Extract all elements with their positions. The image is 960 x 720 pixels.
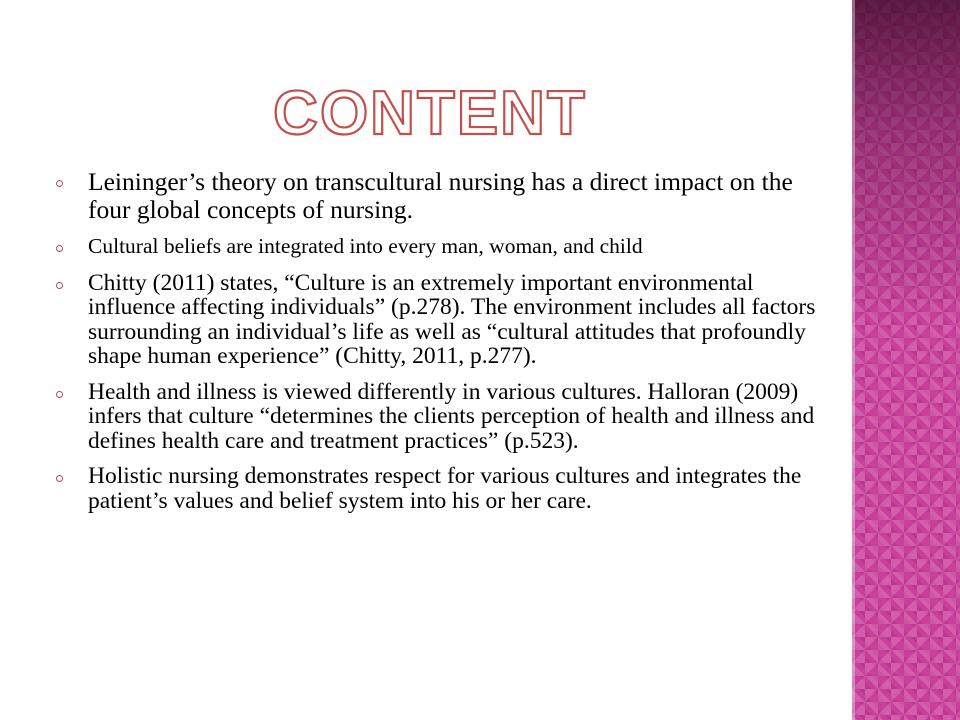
- bullet-circle-icon: [56, 282, 63, 289]
- bullet-circle-icon: [56, 245, 63, 252]
- slide-title: [230, 72, 630, 152]
- slide-title-text: [230, 72, 630, 152]
- side-panel-edge: [852, 0, 855, 720]
- bullet-list: [56, 168, 826, 524]
- bullet-circle-icon: [56, 180, 63, 187]
- bullet-circle-icon: [56, 391, 63, 398]
- decorative-side-panel: [852, 0, 960, 720]
- list-item: [56, 380, 826, 454]
- bullet-text: Holistic nursing demonstrates respect for various cultures and integrates the patient’s values and belief system into his or her care.: [88, 463, 802, 514]
- list-item: [56, 235, 826, 259]
- slide-title-glyphs: Content: [273, 79, 587, 148]
- bullet-text: Cultural beliefs are integrated into every man, woman, and child: [88, 234, 643, 258]
- bullet-circle-icon: [56, 475, 63, 482]
- bullet-text: Chitty (2011) states, “Culture is an extremely important environmental influence affecting individuals” (p.278). The environment includes all factors surrounding an individual’s life as well as “cultural attitudes that profoundly shape human experience” (Chitty, 2011, p.277).: [88, 269, 816, 369]
- list-item: [56, 271, 826, 369]
- bullet-text: Health and illness is viewed differently in various cultures. Halloran (2009) infers that culture “determines the clients perception of health and illness and defines health care and treatment practices” (p.523).: [88, 378, 815, 454]
- list-item: [56, 464, 826, 513]
- list-item: [56, 168, 826, 224]
- bullet-text: Leininger’s theory on transcultural nursing has a direct impact on the four global concepts of nursing.: [88, 167, 793, 224]
